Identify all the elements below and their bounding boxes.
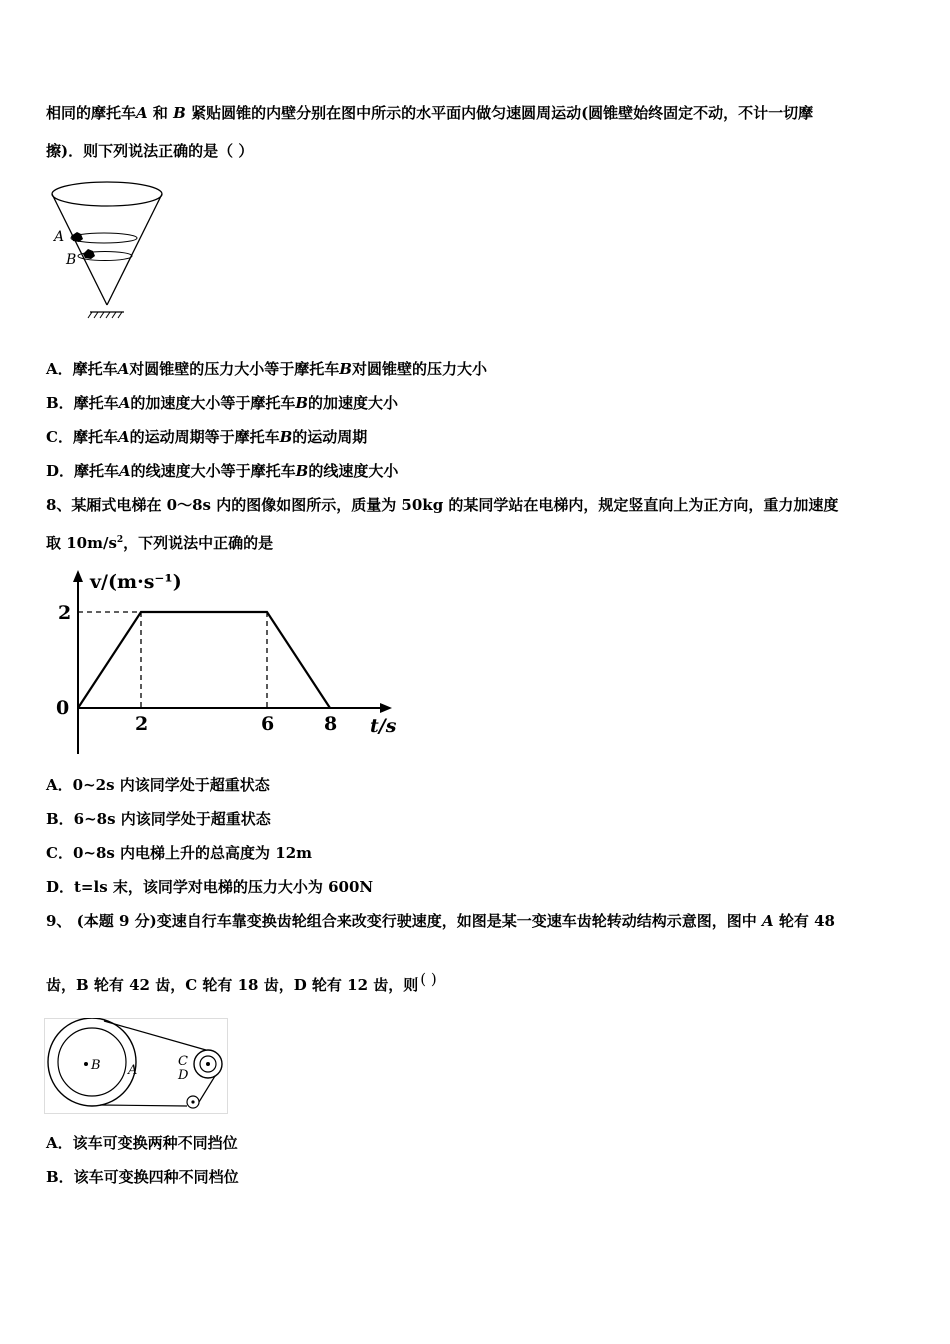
- q9-option-a: A．该车可变换两种不同挡位: [46, 1134, 238, 1152]
- q8-stem-line2: 取 $10m/s^2$，下列说法中正确的是: [46, 534, 274, 552]
- q9-option-b: B．该车可变换四种不同档位: [46, 1168, 239, 1186]
- q8-option-c: C．0~8s 内电梯上升的总高度为 12m: [46, 844, 313, 862]
- q7-stem-line2: 擦)．则下列说法正确的是（ ）: [46, 142, 254, 160]
- gear-label-d: D: [178, 1068, 189, 1083]
- q9-stem-line1: 9、 (本题 9 分)变速自行车靠变换齿轮组合来改变行驶速度，如图是某一变速车齿轮转动结构示意图，图中 A 轮有 48: [46, 912, 835, 930]
- q7-stem-line1: 相同的摩托车A 和 B 紧贴圆锥的内壁分别在图中所示的水平面内做匀速圆周运动(圆锥壁始终固定不动，不计一切摩: [46, 104, 814, 122]
- x-tick-label-2: 2: [135, 713, 149, 735]
- gear-label-b: B: [91, 1058, 101, 1073]
- q8-option-b: B．6~8s 内该同学处于超重状态: [46, 810, 271, 828]
- q7-option-d: D．摩托车A的线速度大小等于摩托车B的线速度大小: [46, 462, 399, 480]
- q8-option-d: D．t=ls 末，该同学对电梯的压力大小为 600N: [46, 878, 374, 896]
- x-tick-label-6: 6: [261, 713, 275, 735]
- y-axis-arrow: [73, 570, 83, 582]
- cone-label-b: B: [66, 252, 77, 268]
- q7-option-b: B．摩托车A的加速度大小等于摩托车B的加速度大小: [46, 394, 399, 412]
- x-axis-label: t/s: [370, 715, 397, 737]
- gear-figure: [44, 1018, 228, 1114]
- q8-option-a: A．0~2s 内该同学处于超重状态: [46, 776, 270, 794]
- gear-label-c: C: [178, 1054, 188, 1069]
- q7-option-a: A．摩托车A对圆锥壁的压力大小等于摩托车B对圆锥壁的压力大小: [46, 360, 487, 378]
- q8-stem-line1: 8、某厢式电梯在 0～8s 内的图像如图所示，质量为 50kg 的某同学站在电梯内，规定竖直向上为正方向，重力加速度: [46, 496, 839, 514]
- cone-label-a: A: [54, 229, 65, 245]
- x-tick-label-0: 0: [56, 697, 70, 719]
- y-tick-label-2: 2: [58, 602, 72, 624]
- velocity-series-line: [78, 612, 330, 708]
- q7-option-c: C．摩托车A的运动周期等于摩托车B的运动周期: [46, 428, 368, 446]
- velocity-time-chart: [46, 562, 406, 760]
- cone-figure: [46, 172, 168, 320]
- y-axis-label: v/(m·s⁻¹): [90, 571, 182, 593]
- gear-label-a: A: [128, 1063, 138, 1078]
- x-tick-label-8: 8: [324, 713, 338, 735]
- x-axis-arrow: [380, 703, 392, 713]
- q9-stem-line2: 齿，B 轮有 42 齿，C 轮有 18 齿，D 轮有 12 齿，则 ( ): [46, 970, 437, 994]
